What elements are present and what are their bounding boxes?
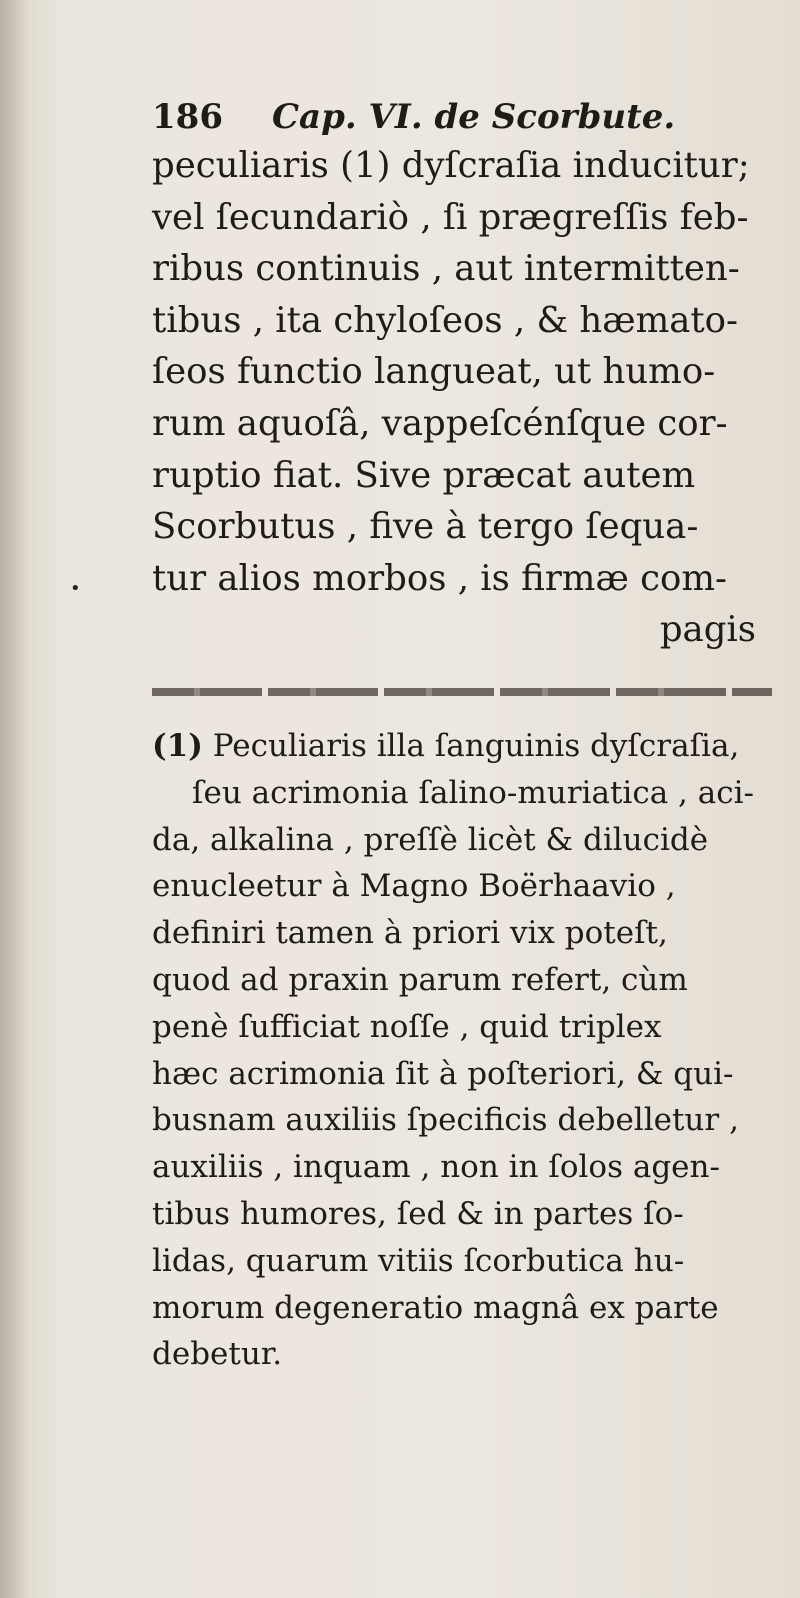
footnote-line: quod ad praxin parum refert, cùm [152, 961, 688, 998]
footnote-line: ſeu acrimonia ſalino-muriatica , aci- [192, 774, 754, 811]
text-line: tibus , ita chyloſeos , & hæmato- [152, 299, 739, 341]
footnote-line: lidas, quarum vitiis ſcorbutica hu- [152, 1242, 685, 1279]
footnote-line: debetur. [152, 1336, 283, 1373]
text-line: Scorbutus , five à tergo ſequa- [152, 506, 699, 548]
text-line: peculiaris (1) dyſcraſia inducitur; [152, 145, 750, 186]
footnote-line: busnam auxiliis ſpecificis debelletur , [152, 1102, 739, 1139]
text-line: rum aquoſâ, vappeſcénſque cor- [152, 402, 728, 444]
footnote-line: hæc acrimonia ſit à poſteriori, & qui- [152, 1055, 734, 1092]
footnote-line: auxiliis , inquam , non in ſolos agen- [152, 1149, 720, 1186]
footnote-first-line [152, 723, 778, 770]
catchword: pagis [659, 609, 756, 651]
text-line: ruptio fiat. Sive præcat autem [152, 454, 696, 496]
text-line: tur alios morbos , is firmæ com- [152, 557, 728, 599]
footnote-first-text: Peculiaris illa ſanguinis dyſcraſia, [212, 728, 740, 764]
spine-shadow [0, 0, 28, 1598]
footnote-line: penè ſufficiat noſſe , quid triplex [152, 1008, 662, 1045]
footnote-line: morum degeneratio magnâ ex parte [152, 1289, 719, 1326]
page-number: 186 [152, 97, 223, 137]
text-line: vel ſecundariò , ſi prægreſſis feb- [152, 196, 749, 238]
running-head: Cap. VI. de Scorbute. [272, 97, 676, 137]
main-text [152, 140, 774, 656]
margin-mark: • [70, 578, 81, 599]
page-header [152, 92, 712, 142]
footnote [152, 723, 778, 1378]
footnote-line: definiri tamen à priori vix poteſt, [152, 915, 668, 952]
footnote-marker: (1) [152, 728, 203, 764]
footnote-line: enucleetur à Magno Boërhaavio , [152, 868, 676, 905]
footnote-rule [152, 688, 772, 696]
footnote-line: tibus humores, ſed & in partes ſo- [152, 1195, 684, 1232]
text-line: ribus continuis , aut intermitten- [152, 248, 740, 290]
footnote-line: da, alkalina , preſſè licèt & dilucidè [152, 821, 709, 858]
text-line: ſeos functio langueat, ut humo- [152, 351, 716, 393]
